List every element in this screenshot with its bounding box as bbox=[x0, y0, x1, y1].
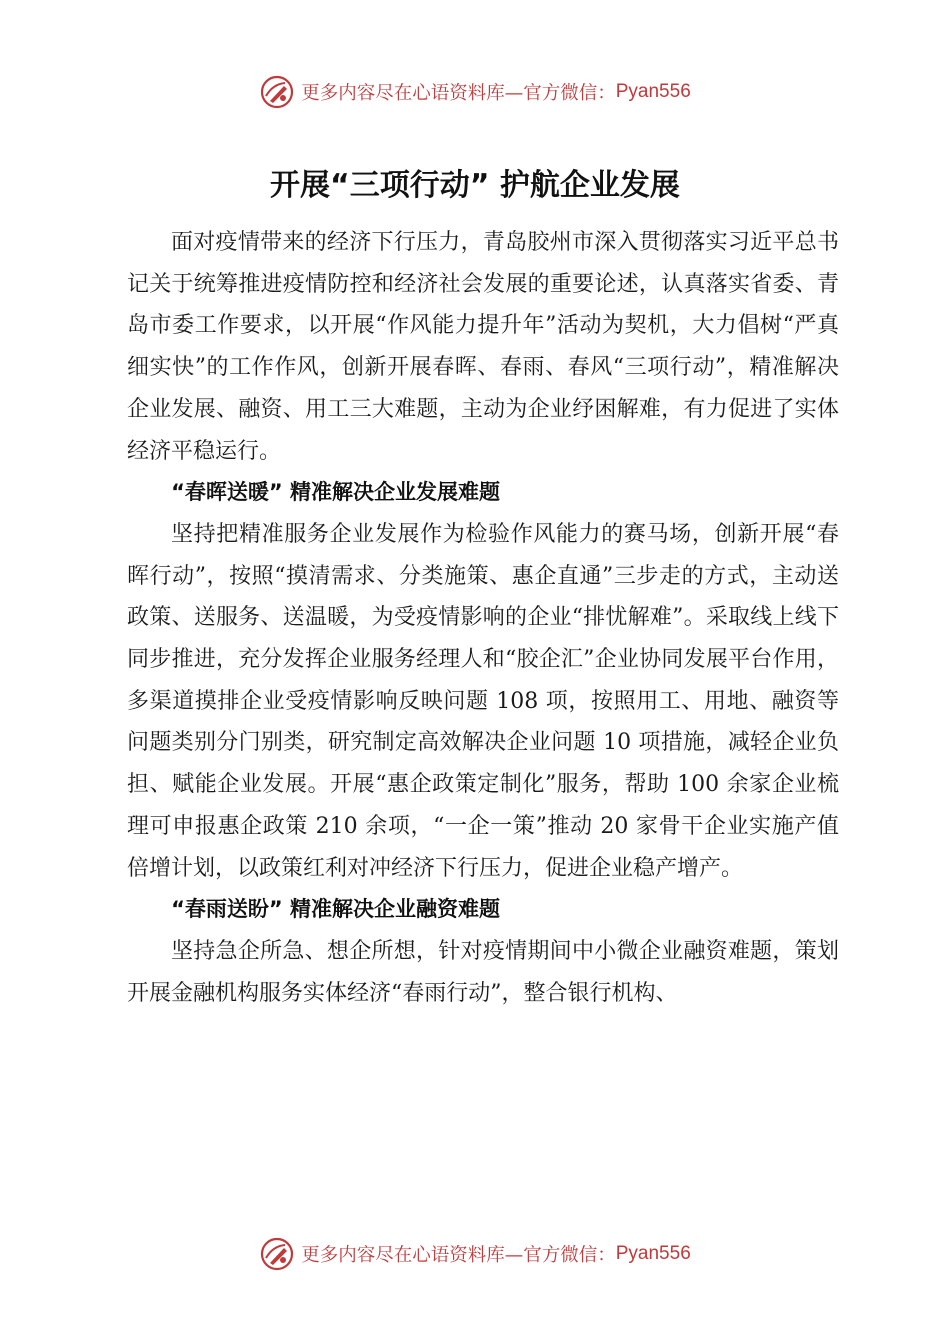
paragraph: 面对疫情带来的经济下行压力，青岛胶州市深入贯彻落实习近平总书记关于统筹推进疫情防控和经济社会发展的重要论述，认真落实省委、青岛市委工作要求，以开展“作风能力提升年”活动为契机，大力倡树“严真细实快”的工作作风，创新开展春晖、春雨、春风“三项行动”，精准解决企业发展、融资、用工三大难题，主动为企业纾困解难，有力促进了实体经济平稳运行。 bbox=[127, 230, 839, 464]
watermark-account: Pyan556 bbox=[615, 81, 691, 102]
brand-logo-icon bbox=[259, 74, 295, 110]
document-body bbox=[127, 222, 839, 1014]
watermark-text: 更多内容尽在心语资料库—官方微信： bbox=[301, 1245, 616, 1266]
paragraph: 坚持把精准服务企业发展作为检验作风能力的赛马场，创新开展“春晖行动”，按照“摸清需求、分类施策、惠企直通”三步走的方式，主动送政策、送服务、送温暖，为受疫情影响的企业“排忧解难”。采取线上线下同步推进，充分发挥企业服务经理人和“胶企汇”企业协同发展平台作用，多渠道摸排企业受疫情影响反映问题 108 项，按照用工、用地、融资等问题类别分门别类，研究制定高效解决企业问题 10 项措施，减轻企业负担、赋能企业发展。开展“惠企政策定制化”服务，帮助 100 余家企业梳理可申报惠企政策 210 余项，“一企一策”推动 20 家骨干企业实施产值倍增计划，以政策红利对冲经济下行压力，促进企业稳产增产。 bbox=[127, 521, 839, 881]
section-heading: “春晖送暖” 精准解决企业发展难题 bbox=[171, 480, 501, 505]
brand-logo-icon bbox=[259, 1236, 295, 1272]
watermark-account: Pyan556 bbox=[615, 1243, 691, 1264]
paragraph: 坚持急企所急、想企所想，针对疫情期间中小微企业融资难题，策划开展金融机构服务实体经济“春雨行动”，整合银行机构、 bbox=[127, 938, 839, 1006]
watermark-text: 更多内容尽在心语资料库—官方微信： bbox=[301, 83, 616, 104]
document-title: 开展“三项行动” 护航企业发展 bbox=[270, 168, 680, 203]
header-watermark bbox=[0, 72, 950, 112]
footer-watermark bbox=[0, 1234, 950, 1274]
section-heading: “春雨送盼” 精准解决企业融资难题 bbox=[171, 897, 501, 922]
